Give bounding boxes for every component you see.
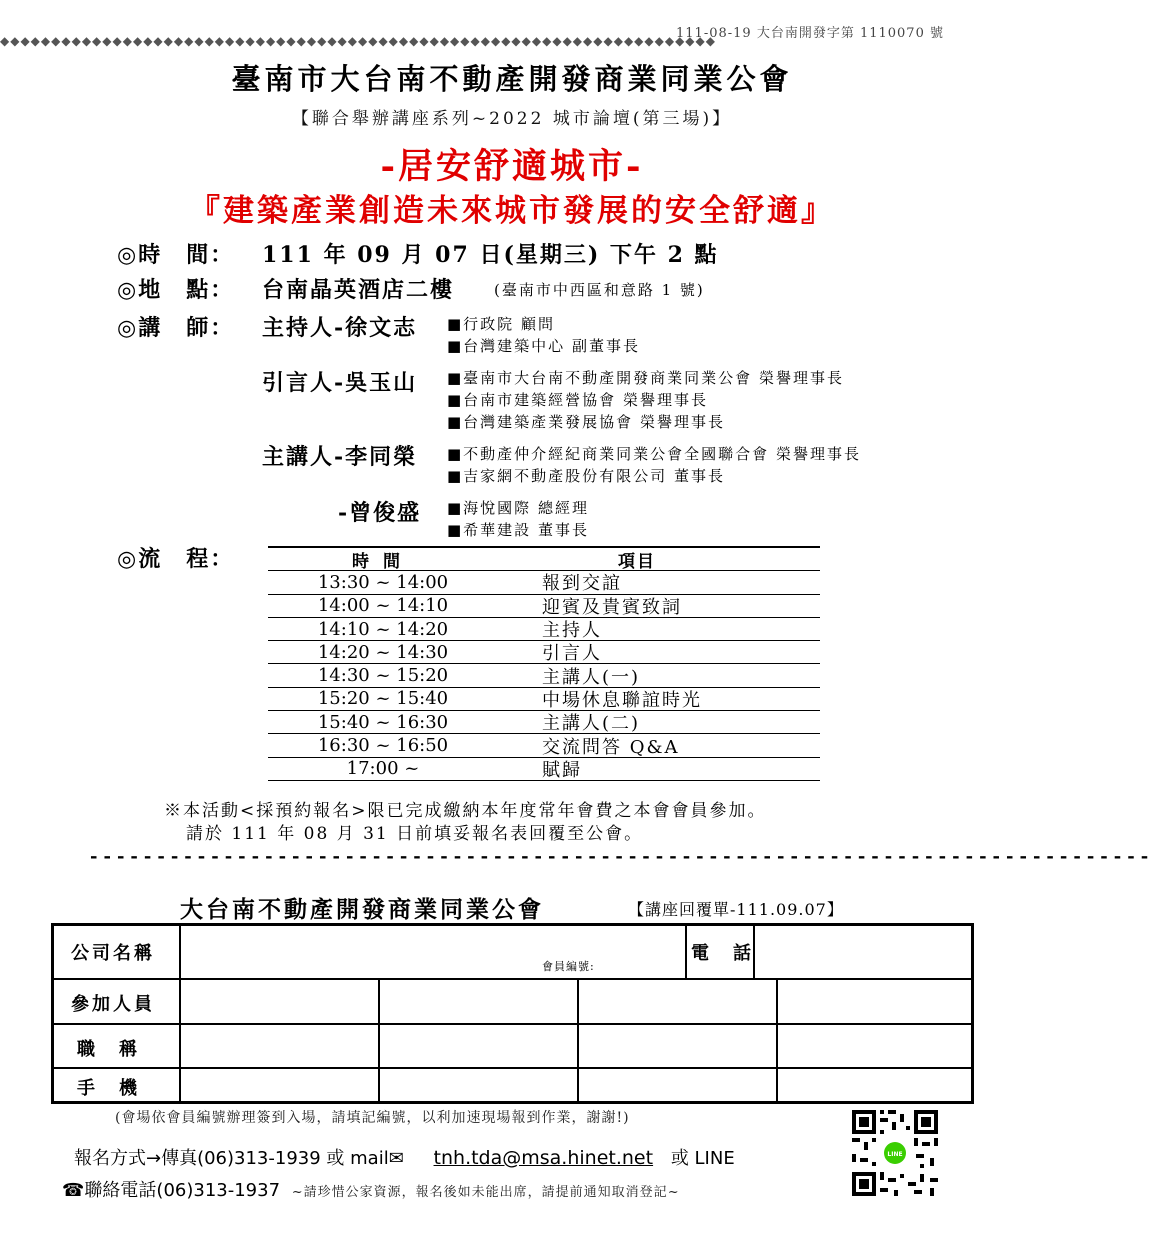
speaker-host-credential: ■台灣建築中心 副董事長 (447, 337, 640, 355)
speaker-main1-role: 主講人-李同榮 (262, 444, 418, 470)
speaker-main2-role: -曾俊盛 (338, 500, 422, 526)
schedule-time: 14:20 ~ 14:30 (317, 641, 449, 663)
mobile-field[interactable] (577, 1067, 778, 1102)
speaker-main1-credential: ■吉家網不動產股份有限公司 董事長 (447, 467, 725, 485)
schedule-header-item: 項目 (618, 551, 656, 572)
form-title: 大台南不動產開發商業同業公會 (180, 896, 544, 923)
schedule-row (268, 664, 820, 687)
line-qr-code[interactable] (850, 1108, 940, 1198)
mobile-field[interactable] (378, 1067, 579, 1102)
time-value: 111 年 09 月 07 日(星期三) 下午 2 點 (262, 242, 719, 268)
schedule-time: 14:00 ~ 14:10 (317, 595, 449, 617)
job-title-label: 職 稱 (77, 1039, 140, 1060)
phone-label: 電 話 (691, 943, 754, 964)
venue-label: ◎地 點： (117, 277, 235, 303)
venue-address: (臺南市中西區和意路 1 號) (494, 281, 705, 299)
mail-icon: ✉ (388, 1148, 404, 1169)
schedule-label: ◎流 程： (117, 546, 235, 572)
schedule-time: 14:10 ~ 14:20 (317, 618, 449, 640)
speaker-intro-credential: ■台灣建築產業發展協會 榮譽理事長 (447, 413, 725, 431)
schedule-row (268, 618, 820, 641)
signup-prefix: 報名方式→傳真(06)313-1939 或 mail (74, 1148, 389, 1169)
job-title-field[interactable] (179, 1023, 380, 1069)
schedule-item: 報到交誼 (542, 573, 622, 595)
venue-value: 台南晶英酒店二樓 (262, 277, 455, 303)
speaker-main1-credential: ■不動產仲介經紀商業同業公會全國聯合會 榮譽理事長 (447, 445, 861, 463)
speaker-host-credential: ■行政院 顧問 (447, 315, 555, 333)
forum-theme-subtitle: 『建築產業創造未來城市發展的安全舒適』 (189, 193, 835, 229)
contact-phone: 聯絡電話(06)313-1937 (84, 1180, 281, 1201)
deadline-note: 請於 111 年 08 月 31 日前填妥報名表回覆至公會。 (186, 824, 644, 844)
speaker-intro-credential: ■台南市建築經營協會 榮譽理事長 (447, 391, 708, 409)
schedule-item: 交流問答 Q&A (542, 736, 680, 758)
company-label: 公司名稱 (71, 943, 155, 964)
phone-icon: ☎ (62, 1180, 85, 1201)
schedule-row (268, 641, 820, 664)
svg-text:LINE: LINE (887, 1151, 903, 1158)
contact-line (62, 1176, 680, 1202)
series-subtitle: 【聯合舉辦講座系列~2022 城市論壇(第三場)】 (291, 109, 733, 129)
speaker-host-role: 主持人-徐文志 (262, 315, 418, 341)
attendee-field[interactable] (776, 978, 972, 1025)
mobile-field[interactable] (776, 1067, 972, 1102)
member-number-label: 會員編號: (542, 960, 595, 973)
schedule-table (268, 546, 820, 781)
document-reference: 111-08-19 大台南開發字第 1110070 號 (676, 26, 944, 41)
schedule-time: 14:30 ~ 15:20 (317, 665, 449, 687)
eligibility-note: ※本活動<採預約報名>限已完成繳納本年度常年會費之本會會員參加。 (164, 801, 767, 821)
schedule-time: 17:00 ~ (346, 758, 420, 780)
email-link[interactable]: tnh.tda@msa.hinet.net (433, 1147, 654, 1169)
reply-form (51, 923, 974, 1104)
attendees-label: 參加人員 (71, 994, 155, 1015)
job-title-field[interactable] (776, 1023, 972, 1069)
schedule-time: 13:30 ~ 14:00 (317, 571, 449, 593)
reminder-note: ~請珍惜公家資源，報名後如未能出席，請提前通知取消登記~ (291, 1185, 680, 1200)
diamond-divider: ◆◆◆◆◆◆◆◆◆◆◆◆◆◆◆◆◆◆◆◆◆◆◆◆◆◆◆◆◆◆◆◆◆◆◆◆◆◆◆◆◆◆◆◆◆◆◆◆◆◆◆◆◆◆◆◆◆◆◆◆◆◆◆◆◆◆◆◆◆◆ (0, 34, 716, 48)
schedule-item: 主持人 (542, 620, 602, 642)
schedule-time: 15:40 ~ 16:30 (317, 711, 449, 733)
job-title-field[interactable] (577, 1023, 778, 1069)
time-label: ◎時 間： (117, 242, 235, 268)
schedule-item: 主講人(二) (542, 713, 641, 735)
signup-suffix: 或 LINE (670, 1148, 735, 1169)
signup-line (74, 1144, 735, 1170)
attendee-field[interactable] (577, 978, 778, 1025)
reminder-text: 請珍惜公家資源，報名後如未能出席，請提前通知取消登記 (303, 1185, 668, 1200)
schedule-item: 中場休息聯誼時光 (542, 689, 702, 711)
attendee-field[interactable] (179, 978, 380, 1025)
schedule-item: 主講人(一) (542, 666, 641, 688)
schedule-row (268, 688, 820, 711)
job-title-field[interactable] (378, 1023, 579, 1069)
speaker-intro-role: 引言人-吳玉山 (262, 370, 418, 396)
schedule-header-time: 時間 (352, 551, 414, 572)
schedule-row (268, 758, 820, 781)
schedule-time: 15:20 ~ 15:40 (317, 688, 449, 710)
speaker-main2-credential: ■海悅國際 總經理 (447, 499, 589, 517)
forum-theme: -居安舒適城市- (380, 146, 644, 187)
mobile-field[interactable] (179, 1067, 380, 1102)
schedule-header-row (268, 548, 820, 571)
schedule-row (268, 711, 820, 734)
schedule-item: 迎賓及貴賓致詞 (542, 596, 682, 618)
schedule-row (268, 571, 820, 594)
registration-note: (會場依會員編號辦理簽到入場，請填記編號，以利加速現場報到作業，謝謝!) (115, 1110, 630, 1126)
speaker-intro-credential: ■臺南市大台南不動產開發商業同業公會 榮譽理事長 (447, 369, 844, 387)
speaker-main2-credential: ■希華建設 董事長 (447, 521, 589, 539)
speakers-label: ◎講 師： (117, 315, 235, 341)
schedule-row (268, 734, 820, 757)
mobile-label: 手 機 (77, 1078, 140, 1099)
phone-field[interactable] (753, 925, 972, 980)
attendee-field[interactable] (378, 978, 579, 1025)
schedule-row (268, 595, 820, 618)
schedule-item: 引言人 (542, 643, 602, 665)
cut-line: ------------------------------------------------------------------------------- (90, 846, 1154, 867)
company-name-field[interactable] (179, 925, 687, 980)
schedule-item: 賦歸 (542, 759, 582, 781)
form-tag: 【講座回覆單-111.09.07】 (628, 900, 844, 919)
schedule-time: 16:30 ~ 16:50 (317, 735, 449, 757)
association-title: 臺南市大台南不動產開發商業同業公會 (231, 62, 793, 96)
